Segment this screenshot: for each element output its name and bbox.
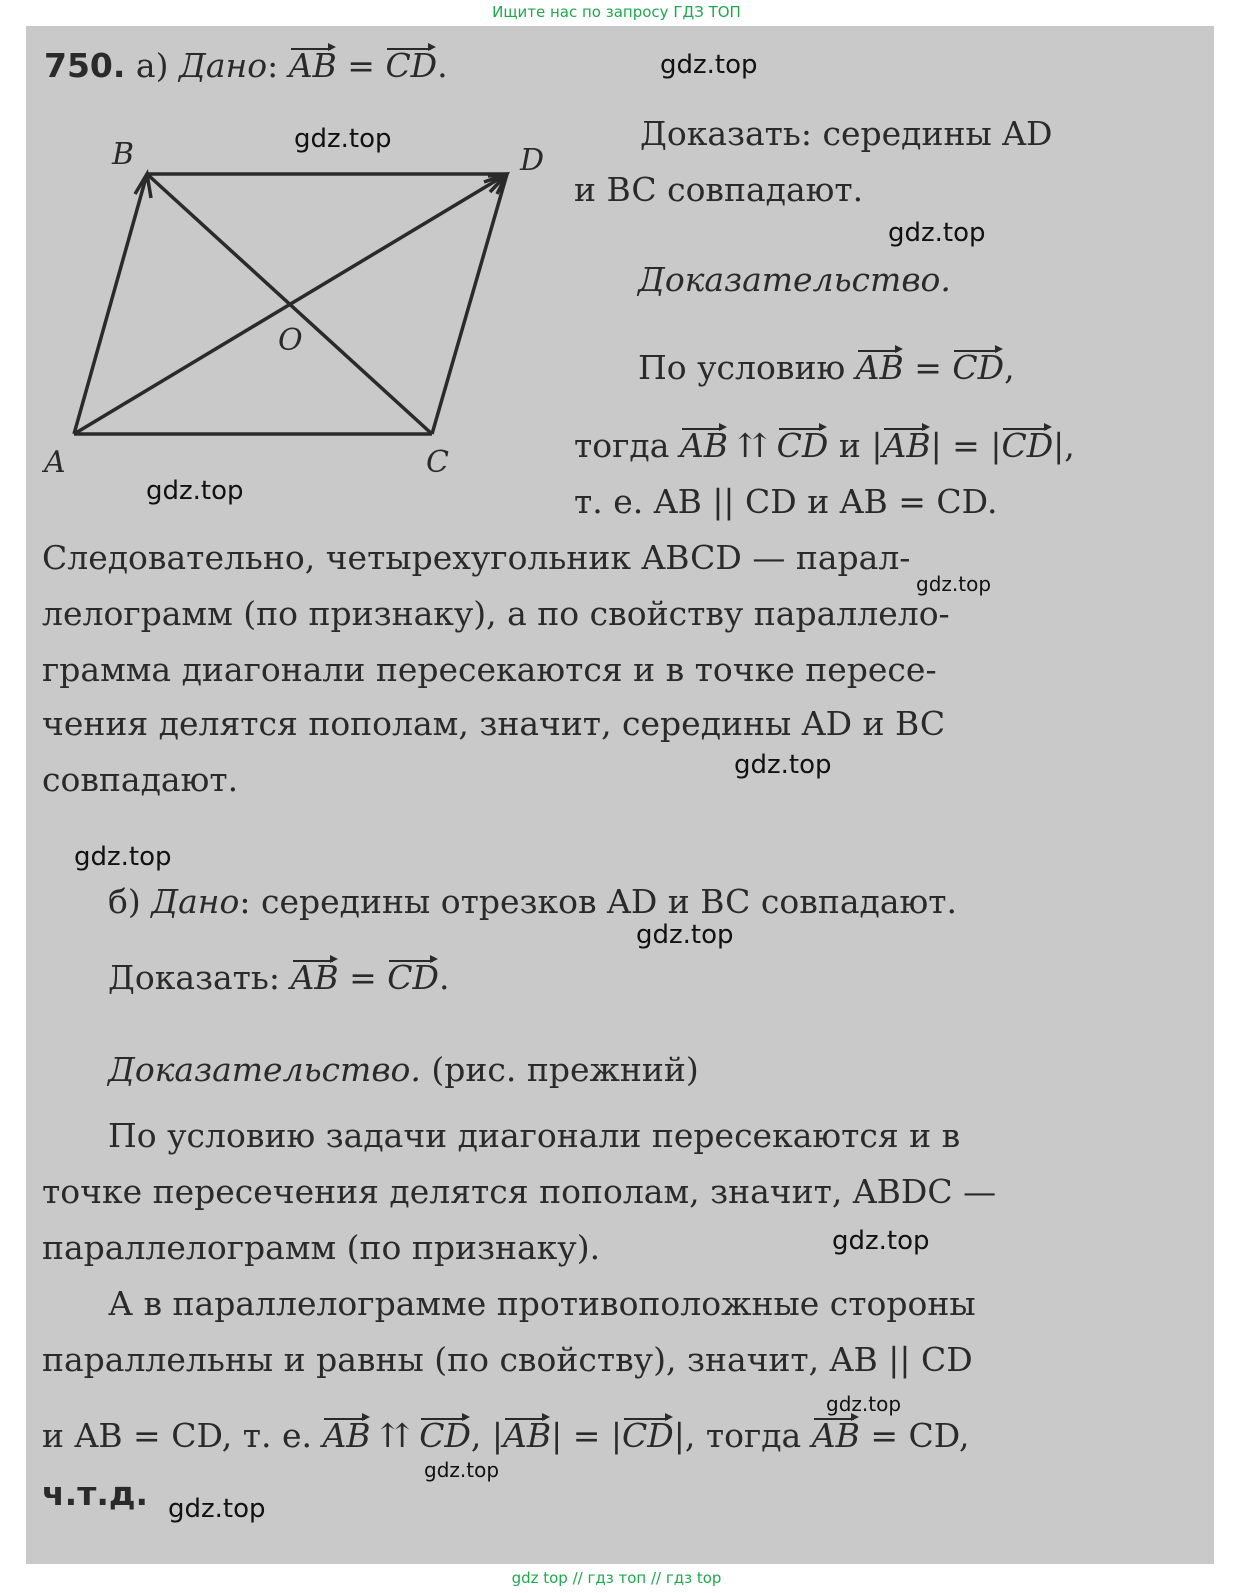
then-vector-ab: AB — [679, 426, 729, 465]
part-b-prove-word: Доказать: — [108, 958, 281, 997]
point-b-label: B — [112, 137, 135, 172]
part-b-proof-note: (рис. прежний) — [431, 1050, 699, 1089]
point-c-label: C — [426, 445, 449, 480]
final-then: , тогда — [684, 1416, 802, 1455]
condition-vector-ab: AB — [855, 348, 904, 387]
part-b-given-text: : середины отрезков AD и BC совпадают. — [239, 882, 957, 921]
vector-ab: AB — [288, 46, 337, 85]
problem-number: 750. — [44, 46, 126, 85]
part-b-label: б) — [108, 882, 141, 921]
condition-vector-cd: CD — [952, 348, 1005, 387]
watermark: gdz.top — [636, 920, 734, 950]
textbook-page — [26, 26, 1214, 1564]
then-mid: и — [838, 426, 861, 465]
part-b-proof-heading-line — [108, 1050, 699, 1090]
paragraph-b1-line-2: точке пересечения делятся пополам, значит, ABDC — — [42, 1172, 997, 1211]
parallelogram-svg — [42, 132, 562, 502]
watermark: gdz.top — [734, 750, 832, 780]
final-vector-cd: CD — [419, 1416, 471, 1455]
final-abs-ab: AB — [503, 1416, 552, 1455]
watermark: gdz.top — [832, 1226, 930, 1256]
final-vector-ab: AB — [322, 1416, 371, 1455]
part-b-prove: Доказать: AB = CD. — [108, 958, 450, 997]
watermark: gdz.top — [168, 1494, 266, 1524]
proof-heading-a: Доказательство. — [638, 260, 951, 299]
watermark: gdz.top — [74, 842, 172, 872]
then-vector-cd: CD — [776, 426, 829, 465]
part-b-vector-cd: CD — [387, 958, 439, 997]
paragraph-a-line-5: совпадают. — [42, 760, 239, 799]
watermark: gdz.top — [888, 218, 986, 248]
paragraph-a-line-1: Следовательно, четырехугольник ABCD — парал- — [42, 538, 911, 577]
problem-header: 750. а) Дано: AB = CD. — [44, 46, 448, 85]
paragraph-a-line-2: лелограмм (по признаку), а по свойству параллело- — [42, 594, 950, 633]
given-word: Дано — [178, 46, 268, 85]
paragraph-b2-line-1: А в параллелограмме противоположные стороны — [108, 1284, 976, 1323]
final-vector-ab-2: AB — [811, 1416, 860, 1455]
watermark: gdz.top — [826, 1392, 902, 1416]
final-line: и AB = CD, т. е. AB ⇈ CD, |AB| = |CD|, тогда AB = CD, — [42, 1416, 970, 1455]
part-b-given — [108, 882, 957, 922]
qed: ч.т.д. — [42, 1474, 149, 1513]
top-banner[interactable]: Ищите нас по запросу ГДЗ ТОП — [0, 0, 1233, 26]
then-abs-cd: CD — [1001, 426, 1054, 465]
paragraph-a-line-4: чения делятся пополам, значит, середины AD и BC — [42, 704, 946, 743]
paragraph-b1-line-3: параллелограмм (по признаку). — [42, 1228, 601, 1267]
part-a-label: а) — [135, 46, 169, 85]
prove-line-1: Доказать: середины AD — [640, 114, 1053, 153]
vector-cd: CD — [385, 46, 438, 85]
watermark: gdz.top — [660, 50, 758, 80]
paragraph-a-line-3: грамма диагонали пересекаются и в точке пересе- — [42, 650, 937, 689]
part-b-proof-heading: Доказательство. — [108, 1050, 421, 1089]
then-prefix: тогда — [574, 426, 670, 465]
then-abs-ab: AB — [882, 426, 931, 465]
part-b-vector-ab: AB — [290, 958, 339, 997]
te-line: т. е. AB || CD и AB = CD. — [574, 482, 998, 521]
watermark: gdz.top — [146, 476, 244, 506]
paragraph-b1-line-1: По условию задачи диагонали пересекаются и в — [108, 1116, 961, 1155]
final-prefix: и AB = CD, т. е. — [42, 1416, 312, 1455]
watermark: gdz.top — [294, 124, 392, 154]
part-b-given-word: Дано — [151, 882, 240, 921]
final-end: = CD, — [870, 1416, 970, 1455]
condition-prefix: По условию — [638, 348, 846, 387]
condition-line: По условию AB = CD, — [638, 348, 1015, 387]
paragraph-b2-line-2: параллельны и равны (по свойству), значит, AB || CD — [42, 1340, 973, 1379]
point-d-label: D — [520, 143, 545, 178]
point-o-label: O — [278, 323, 303, 358]
parallelogram-figure — [42, 132, 562, 502]
final-abs-cd: CD — [622, 1416, 674, 1455]
then-line: тогда AB ⇈ CD и |AB| = |CD|, — [574, 426, 1075, 465]
watermark: gdz.top — [916, 572, 992, 596]
point-a-label: A — [44, 445, 66, 480]
bottom-banner[interactable]: gdz top // гдз топ // гдз top — [0, 1564, 1233, 1593]
watermark: gdz.top — [424, 1458, 500, 1482]
prove-line-2: и BC совпадают. — [574, 170, 864, 209]
